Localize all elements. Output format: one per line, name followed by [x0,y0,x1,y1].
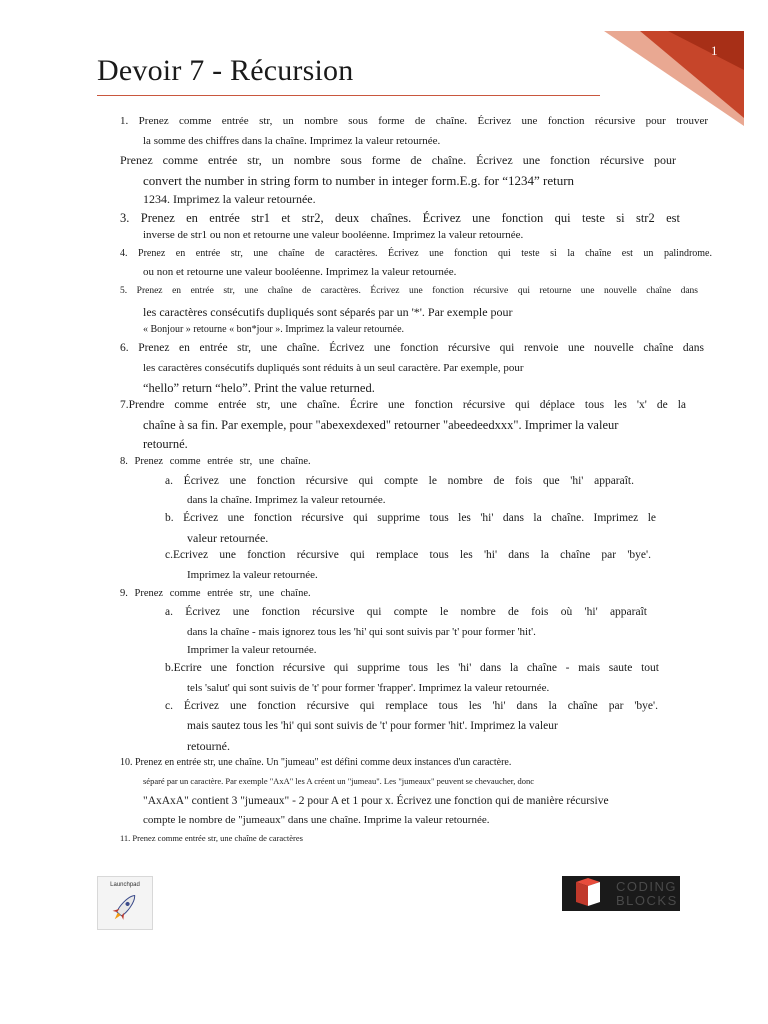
rocket-icon [98,877,152,929]
launchpad-logo [97,876,153,930]
text-line: 3. Prenez en entrée str1 et str2, deux chaînes. Écrivez une fonction qui teste si str2 est [120,211,680,225]
text-line: Imprimez la valeur retournée. [187,569,318,581]
text-line: b.Ecrire une fonction récursive qui supprime tous les 'hi' dans la chaîne - mais saute tout [165,662,659,674]
text-line: c.Ecrivez une fonction récursive qui remplace tous les 'hi' dans la chaîne par 'bye'. [165,549,651,561]
text-line: 10. Prenez en entrée str, une chaîne. Un "jumeau" est défini comme deux instances d'un caractère. [120,757,512,768]
coding-blocks-text-2: BLOCKS [616,893,678,908]
page-title: Devoir 7 - Récursion [97,54,354,87]
text-line: 6. Prenez en entrée str, une chaîne. Écrivez une fonction récursive qui renvoie une nouvelle chaîne dans [120,342,704,354]
text-line: tels 'salut' qui sont suivis de 't' pour former 'frapper'. Imprimez la valeur retournée. [187,682,550,694]
text-line: 9. Prenez comme entrée str, une chaîne. [120,588,311,599]
coding-blocks-logo [562,876,680,911]
text-line: séparé par un caractère. Par exemple "AxA" les A créent un "jumeau". Les "jumeaux" peuvent se chevaucher, donc [143,776,535,786]
launchpad-logo-text: Launchpad [110,882,140,888]
page-number: 1 [711,43,718,58]
text-line: Imprimer la valeur retournée. [187,644,317,656]
text-line: "AxAxA" contient 3 "jumeaux" - 2 pour A et 1 pour x. Écrivez une fonction qui de manière récursive [143,795,609,807]
text-line: chaîne à sa fin. Par exemple, pour "abexexdexed" retourner "abeedeedxxx". Imprimer la valeur [143,418,619,432]
text-line: 5. Prenez en entrée str, une chaîne de caractères. Écrivez une fonction récursive qui retourne une nouvelle chaîne dans [120,286,698,296]
text-line: convert the number in string form to number in integer form.E.g. for “1234” return [143,173,575,188]
text-line: valeur retournée. [187,531,269,545]
text-line: 1. Prenez comme entrée str, un nombre sous forme de chaîne. Écrivez une fonction récursive pour trouver [120,115,708,127]
text-line: 11. Prenez comme entrée str, une chaîne de caractères [120,833,303,843]
text-line: compte le nombre de "jumeaux" dans une chaîne. Imprime la valeur retournée. [143,814,490,826]
text-line: b. Écrivez une fonction récursive qui supprime tous les 'hi' dans la chaîne. Imprimez le [165,512,656,524]
cube-icon [562,876,610,911]
text-line: 4. Prenez en entrée str, une chaîne de caractères. Écrivez une fonction qui teste si la chaîne est un palindrome. [120,248,712,259]
text-line: 8. Prenez comme entrée str, une chaîne. [120,456,311,467]
text-line: 7.Prendre comme entrée str, une chaîne. Écrire une fonction récursive qui déplace tous les 'x' de la [120,399,686,411]
text-line: dans la chaîne. Imprimez la valeur retournée. [187,494,386,506]
text-line: mais sautez tous les 'hi' qui sont suivis de 't' pour former 'hit'. Imprimez la valeur [187,720,558,732]
title-underline [97,95,600,96]
text-line: la somme des chiffres dans la chaîne. Imprimez la valeur retournée. [143,135,441,147]
text-line: Prenez comme entrée str, un nombre sous forme de chaîne. Écrivez une fonction récursive pour [120,153,676,167]
text-line: c. Écrivez une fonction récursive qui remplace tous les 'hi' dans la chaîne par 'bye'. [165,700,658,712]
text-line: retourné. [187,739,230,753]
coding-blocks-text-1: CODING [616,879,677,894]
text-line: les caractères consécutifs dupliqués sont séparés par un '*'. Par exemple pour [143,305,513,319]
text-line: retourné. [143,437,188,451]
text-line: 1234. Imprimez la valeur retournée. [143,192,316,206]
text-line: ou non et retourne une valeur booléenne. Imprimez la valeur retournée. [143,266,457,278]
text-line: a. Écrivez une fonction récursive qui compte le nombre de fois que 'hi' apparaît. [165,475,634,487]
text-line: « Bonjour » retourne « bon*jour ». Imprimez la valeur retournée. [143,324,405,335]
text-line: a. Écrivez une fonction récursive qui compte le nombre de fois où 'hi' apparaît [165,606,647,618]
text-line: “hello” return “helo”. Print the value returned. [143,381,375,395]
text-line: les caractères consécutifs dupliqués sont réduits à un seul caractère. Par exemple, pour [143,362,524,374]
text-line: inverse de str1 ou non et retourne une valeur booléenne. Imprimez la valeur retournée. [143,229,524,241]
text-line: dans la chaîne - mais ignorez tous les 'hi' qui sont suivis par 't' pour former 'hit'. [187,626,536,638]
